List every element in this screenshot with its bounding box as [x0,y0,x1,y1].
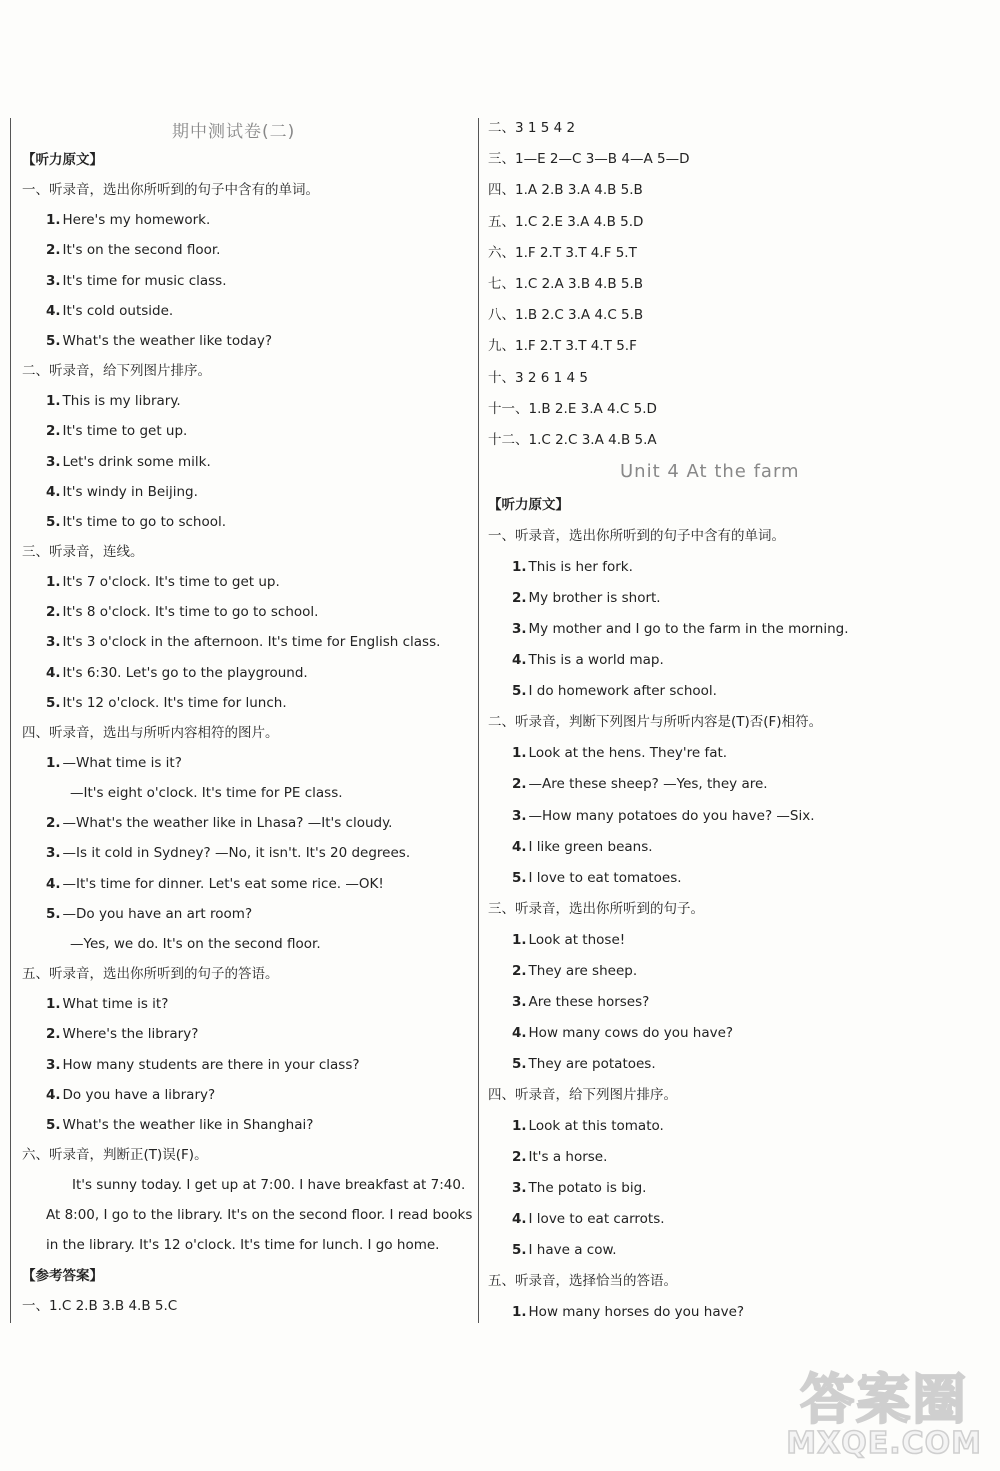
line-text: Look at the hens. They're fat. [528,745,728,762]
passage-line [46,1235,439,1255]
script-line [46,602,318,622]
line-text: 四、听录音，给下列图片排序。 [488,1086,677,1103]
item-number: 5. [512,1055,527,1072]
item-number: 3. [46,1056,61,1073]
script-line [512,992,649,1012]
line-text: This is my library. [62,393,181,410]
item-number: 4. [512,1024,527,1041]
script-line [46,512,226,532]
item-number: 2. [46,242,61,259]
item-number: 3. [512,993,527,1010]
question-heading [488,1271,677,1291]
item-number: 2. [512,1149,527,1166]
section-label [22,150,103,170]
answer-line: 四、1.A 2.B 3.A 4.B 5.B [488,182,643,199]
script-line [46,1115,313,1135]
line-text: What's the weather like in Shanghai? [62,1116,314,1133]
line-text: It's sunny today. I get up at 7:00. I have breakfast at 7:40. [72,1177,466,1194]
answer-line: 十一、1.B 2.E 3.A 4.C 5.D [488,400,657,417]
script-line [46,391,181,411]
line-text: The potato is big. [528,1180,647,1197]
line-text: Where's the library? [62,1026,199,1043]
item-number: 1. [512,931,527,948]
line-text: Look at those! [528,931,626,948]
item-number: 4. [512,652,527,669]
item-number: 1. [512,559,527,576]
line-text: Are these horses? [528,993,650,1010]
script-line [512,557,633,577]
line-text: Let's drink some milk. [62,453,211,470]
line-text: It's time to go to school. [62,513,227,530]
line-text: It's time to get up. [62,423,188,440]
line-text: —It's eight o'clock. It's time for PE class. [70,785,343,802]
line-text: 五、听录音，选择恰当的答语。 [488,1273,677,1290]
script-line [512,806,815,826]
item-number: 1. [512,745,527,762]
script-line [46,874,384,894]
line-text: 一、听录音，选出你所听到的句子中含有的单词。 [488,528,785,545]
script-line [512,681,717,701]
script-line [512,774,768,794]
item-number: 1. [46,574,61,591]
script-line [46,1024,198,1044]
line-text: 【参考答案】 [22,1267,103,1284]
answer-line: 十、3 2 6 1 4 5 [488,369,588,386]
line-text: —Do you have an art room? [62,905,253,922]
passage-line [46,1205,472,1225]
line-text: It's a horse. [528,1149,608,1166]
item-number: 1. [512,1304,527,1321]
script-line [46,452,211,472]
item-number: 3. [512,1180,527,1197]
section-label [22,1266,103,1286]
script-line [512,1240,617,1260]
item-number: 2. [46,423,61,440]
line-text: —Yes, we do. It's on the second floor. [70,935,321,952]
item-number: 2. [512,962,527,979]
script-line [512,868,682,888]
line-text: 六、听录音，判断正(T)误(F)。 [22,1146,208,1163]
line-text: At 8:00, I go to the library. It's on the second floor. I read books [46,1207,473,1224]
item-number: 1. [46,996,61,1013]
line-text: 三、听录音，连线。 [22,543,144,560]
line-text: I love to eat carrots. [528,1211,665,1228]
item-number: 2. [46,604,61,621]
line-text: How many horses do you have? [528,1304,745,1321]
line-text: I love to eat tomatoes. [528,869,682,886]
script-line [46,331,272,351]
line-text: It's 7 o'clock. It's time to get up. [62,574,280,591]
script-line [46,572,280,592]
answer-line: 六、1.F 2.T 3.T 4.F 5.T [488,244,637,261]
question-heading [488,526,785,546]
question-heading [22,1145,208,1165]
script-line [512,1178,646,1198]
line-text: in the library. It's 12 o'clock. It's time for lunch. I go home. [46,1237,440,1254]
watermark-text: 答案圈 [800,1368,969,1431]
script-line [46,421,187,441]
script-line [512,1023,733,1043]
item-number: 2. [512,776,527,793]
question-heading [488,712,822,732]
script-line [512,1147,607,1167]
item-number: 1. [512,1118,527,1134]
line-text: 【听力原文】 [488,497,569,513]
question-heading [22,542,144,562]
script-line [46,813,392,833]
line-text: I like green beans. [528,838,653,855]
answer-line: 九、1.F 2.T 3.T 4.T 5.F [488,338,637,355]
line-text: —What time is it? [62,755,182,771]
line-text: —Are these sheep? —Yes, they are. [528,776,768,793]
line-text: It's cold outside. [62,302,174,319]
line-text: This is her fork. [528,559,633,576]
line-text: Here's my homework. [62,212,211,229]
line-text: It's 12 o'clock. It's time for lunch. [62,694,287,711]
item-number: 4. [512,838,527,855]
item-number: 5. [46,1116,61,1133]
item-number: 5. [46,513,61,530]
line-text: —How many potatoes do you have? —Six. [528,807,815,824]
item-number: 3. [46,634,61,651]
line-text: Do you have a library? [62,1086,216,1103]
item-number: 5. [512,683,527,700]
column-divider [478,118,479,1323]
question-heading [22,180,319,200]
script-line [46,994,168,1014]
script-line [46,753,182,773]
line-text: Look at this tomato. [528,1118,664,1134]
item-number: 1. [46,755,61,771]
line-text: It's 8 o'clock. It's time to go to school. [62,604,319,621]
script-line [512,837,653,857]
script-line [512,1302,744,1322]
item-number: 5. [46,905,61,922]
script-line [46,482,198,502]
item-number: 2. [512,590,527,607]
item-number: 4. [46,875,61,892]
script-line [512,1054,656,1074]
item-number: 1. [46,393,61,410]
line-text: It's on the second floor. [62,242,221,259]
line-text: I have a cow. [528,1242,617,1259]
script-line [46,301,173,321]
script-line [46,1055,360,1075]
question-heading [22,723,279,743]
item-number: 5. [46,694,61,711]
answer-line: 二、3 1 5 4 2 [488,120,576,136]
script-line [46,240,220,260]
unit-title: Unit 4 At the farm [620,461,800,482]
section-label [488,495,569,515]
line-text: 【听力原文】 [22,152,103,168]
page-title: 期中测试卷(二) [172,122,296,142]
line-text: This is a world map. [528,652,664,669]
line-text: 三、听录音，选出你所听到的句子。 [488,900,704,917]
answer-line: 十二、1.C 2.C 3.A 4.B 5.A [488,432,657,448]
item-number: 1. [46,212,61,229]
line-text: I do homework after school. [528,683,717,700]
item-number: 4. [46,483,61,500]
line-text: —What's the weather like in Lhasa? —It's cloudy. [62,815,393,832]
left-margin-rule [10,118,11,1323]
answer-line: 七、1.C 2.A 3.B 4.B 5.B [488,276,644,292]
script-line [70,934,321,954]
line-text: How many students are there in your class? [62,1056,360,1073]
answer-line: 五、1.C 2.E 3.A 4.B 5.D [488,213,644,230]
line-text: 二、听录音，给下列图片排序。 [22,363,211,380]
script-line [46,210,210,230]
line-text: It's time for music class. [62,272,227,289]
line-text: 一、1.C 2.B 3.B 4.B 5.C [22,1297,178,1314]
script-line [512,1116,664,1136]
script-line [46,1085,215,1105]
watermark-url: MXQE.COM [786,1426,982,1461]
line-text: 四、听录音，选出与所听内容相符的图片。 [22,724,279,741]
item-number: 5. [512,869,527,886]
item-number: 4. [46,1086,61,1103]
script-line [512,619,849,639]
line-text: What time is it? [62,996,169,1013]
item-number: 4. [46,302,61,319]
script-line [512,743,727,763]
item-number: 5. [512,1242,527,1259]
line-text: It's 6:30. Let's go to the playground. [62,664,308,681]
item-number: 3. [512,621,527,638]
script-line [512,650,664,670]
question-heading [22,361,211,381]
item-number: 4. [512,1211,527,1228]
line-text: How many cows do you have? [528,1024,734,1041]
line-text: —Is it cold in Sydney? —No, it isn't. It's 20 degrees. [62,845,411,862]
line-text: They are sheep. [528,962,638,979]
item-number: 5. [46,332,61,349]
item-number: 3. [46,845,61,862]
item-number: 4. [46,664,61,681]
item-number: 2. [46,1026,61,1043]
line-text: My mother and I go to the farm in the morning. [528,621,849,638]
script-line [70,783,343,803]
item-number: 3. [46,272,61,289]
line-text: It's windy in Beijing. [62,483,198,500]
watermark-logo [786,1357,982,1461]
question-heading [488,899,704,919]
line-text: 二、听录音，判断下列图片与所听内容是(T)否(F)相符。 [488,714,823,731]
script-line [46,663,308,683]
question-heading [22,964,279,984]
script-line [46,693,287,713]
line-text: What's the weather like today? [62,332,273,349]
line-text: They are potatoes. [528,1055,656,1072]
line-text: 五、听录音，选出你所听到的句子的答语。 [22,966,279,983]
line-text: —It's time for dinner. Let's eat some rice. —OK! [62,875,384,892]
script-line [46,271,227,291]
question-heading [22,1296,177,1316]
script-line [512,1209,665,1229]
answer-line: 八、1.B 2.C 3.A 4.C 5.B [488,307,644,324]
script-line [512,930,625,950]
script-line [46,843,410,863]
item-number: 2. [46,815,61,832]
question-heading [488,1085,677,1105]
script-line [46,904,252,924]
script-line [512,588,661,608]
line-text: It's 3 o'clock in the afternoon. It's time for English class. [62,634,441,651]
item-number: 3. [46,453,61,470]
script-line [512,961,637,981]
line-text: My brother is short. [528,590,661,607]
item-number: 3. [512,807,527,824]
passage-line [72,1175,465,1195]
line-text: 一、听录音，选出你所听到的句子中含有的单词。 [22,182,319,199]
answer-line: 三、1—E 2—C 3—B 4—A 5—D [488,151,690,168]
script-line [46,632,440,652]
